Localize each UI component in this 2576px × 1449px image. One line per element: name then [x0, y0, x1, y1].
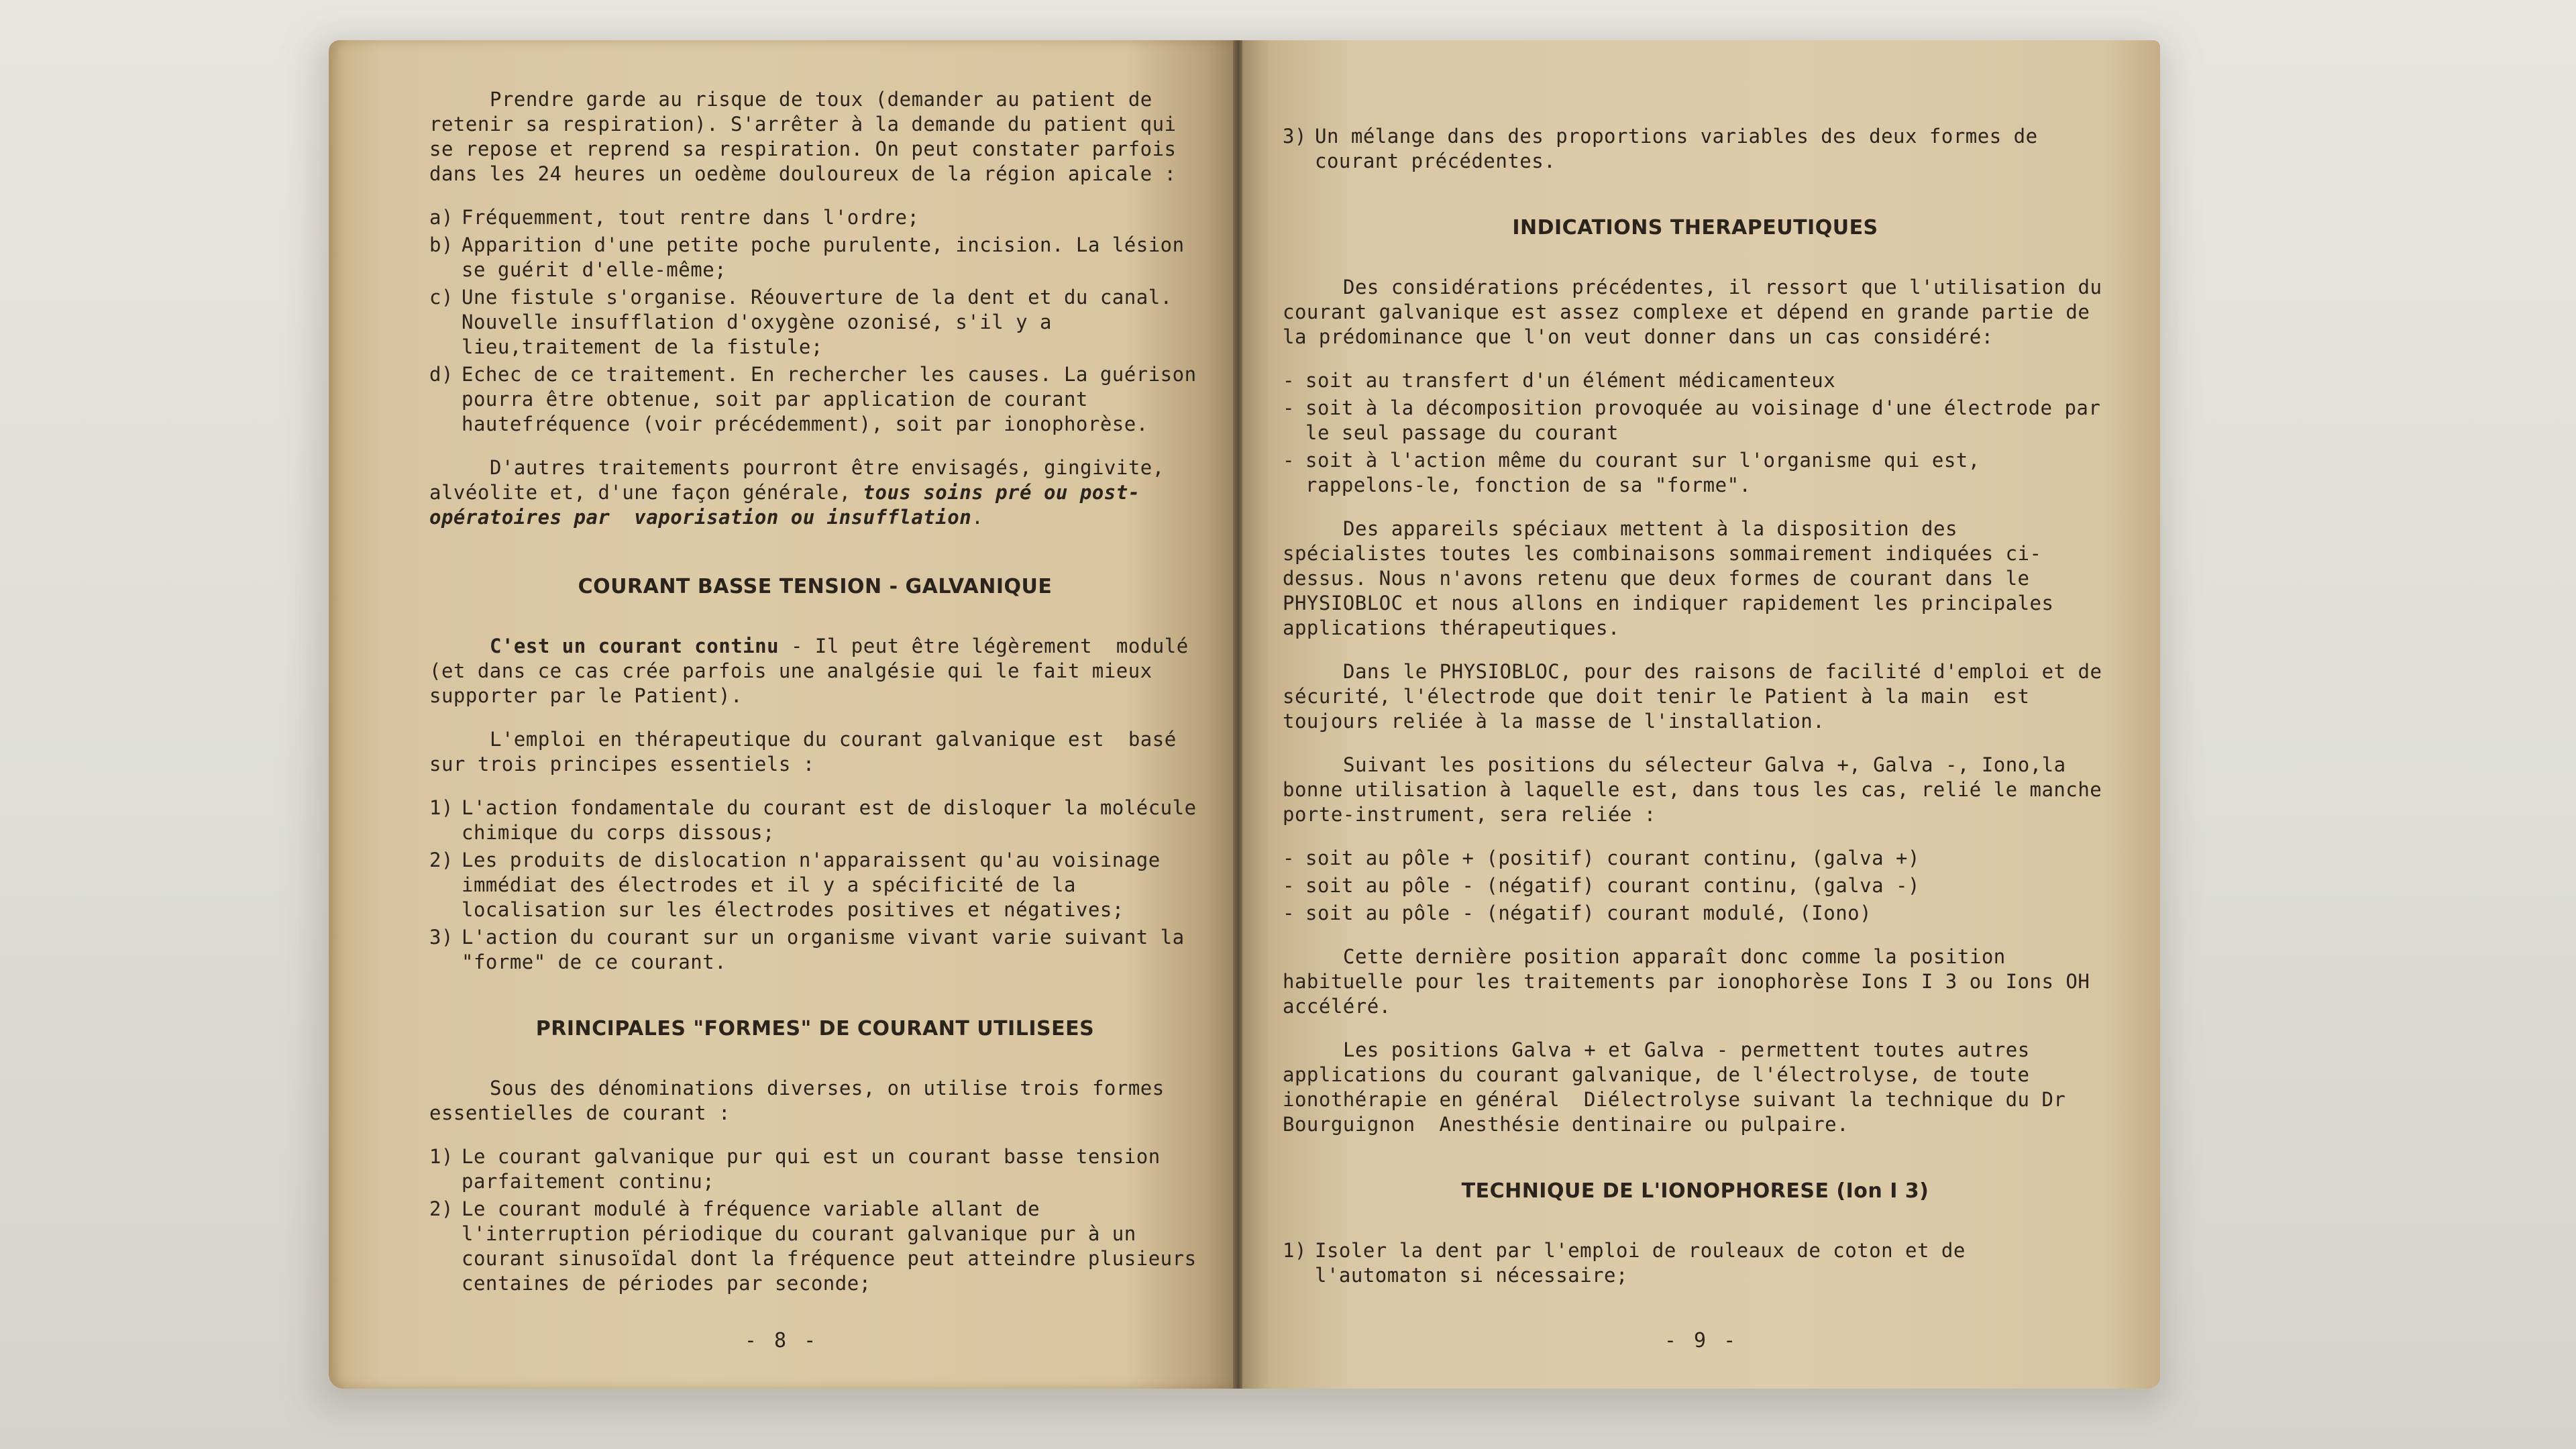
left-page: [329, 40, 1234, 1389]
list-item: [429, 233, 1201, 282]
list-text: soit au pôle - (négatif) courant continu, (galva -): [1305, 874, 1920, 897]
list-item: [429, 848, 1201, 922]
list-text: soit à la décomposition provoquée au voisinage d'une électrode par le seul passage du courant: [1305, 396, 2101, 444]
paragraph-text: - Il peut être légèrement modulé (et dans ce cas crée parfois une analgésie qui le fait mieux supporter par le Patient).: [429, 635, 1201, 707]
section-heading-galvanique: COURANT BASSE TENSION - GALVANIQUE: [578, 575, 1053, 598]
list-marker: d): [429, 363, 453, 386]
list-marker: 2): [429, 1197, 453, 1220]
paragraph-text: D'autres traitements pourront être envisagés, gingivite, alvéolite et, d'une façon générale,: [429, 456, 1177, 504]
list-item: [429, 925, 1201, 975]
open-booklet: [329, 40, 2160, 1395]
paragraph-autres-traitements: [429, 455, 1201, 530]
list-marker: -: [1283, 449, 1295, 472]
section-heading-indications: INDICATIONS THERAPEUTIQUES: [1512, 216, 1878, 239]
list-text: Une fistule s'organise. Réouverture de la dent et du canal. Nouvelle insufflation d'oxygène ozonisé, s'il y a lieu,traitement de la fistule;: [462, 286, 1173, 358]
right-page: [1242, 40, 2160, 1389]
list-text: L'action du courant sur un organisme vivant varie suivant la "forme" de ce courant.: [462, 926, 1185, 973]
list-predominance: [1283, 368, 2108, 498]
list-item: [1283, 846, 2108, 871]
list-marker: 3): [1283, 125, 1307, 148]
list-text: Echec de ce traitement. En rechercher les causes. La guérison pourra être obtenue, soit par application de courant hautefréquence (voir précédemment), soit par ionophorèse.: [462, 363, 1197, 435]
list-text: soit à l'action même du courant sur l'organisme qui est, rappelons-le, fonction de sa "forme".: [1305, 449, 1980, 496]
list-marker: 1): [429, 796, 453, 819]
list-marker: -: [1283, 369, 1295, 392]
list-principes: [429, 796, 1201, 975]
paragraph-selecteur: Suivant les positions du sélecteur Galva +, Galva -, Iono,la bonne utilisation à laquelle est, dans tous les cas, relié le manche porte-instrument, sera reliée :: [1283, 753, 2114, 826]
paragraph-text-end: .: [971, 506, 984, 529]
list-text: Isoler la dent par l'emploi de rouleaux de coton et de l'automaton si nécessaire;: [1315, 1239, 1966, 1287]
emphasis-text: tous soins pré ou post-opératoires par vaporisation ou insufflation: [429, 481, 1140, 529]
right-page-content: [1283, 124, 2114, 1307]
paragraph-physiobloc-securite: Dans le PHYSIOBLOC, pour des raisons de facilité d'emploi et de sécurité, l'électrode que doit tenir le Patient à la main est toujours reliée à la masse de l'installation.: [1283, 660, 2114, 733]
list-item: [429, 796, 1201, 845]
list-marker: c): [429, 286, 453, 309]
list-formes-continued: [1283, 124, 2108, 174]
list-item: [429, 285, 1201, 360]
list-item: [429, 362, 1201, 437]
list-text: L'action fondamentale du courant est de disloquer la molécule chimique du corps dissous;: [462, 796, 1197, 844]
list-text: Un mélange dans des proportions variables des deux formes de courant précédentes.: [1315, 125, 2038, 172]
list-item: [1283, 873, 2108, 898]
section-heading-ionophorese: TECHNIQUE DE L'IONOPHORESE (Ion I 3): [1461, 1179, 1929, 1203]
list-marker: -: [1283, 396, 1295, 419]
list-item: [1283, 368, 2108, 393]
list-marker: b): [429, 233, 453, 256]
list-item: [429, 1197, 1201, 1296]
list-item: [429, 205, 1201, 230]
list-marker: a): [429, 206, 453, 229]
list-text: Apparition d'une petite poche purulente, incision. La lésion se guérit d'elle-même;: [462, 233, 1185, 281]
list-text: soit au pôle - (négatif) courant modulé, (Iono): [1305, 902, 1872, 924]
list-outcomes: [429, 205, 1201, 437]
paragraph-risque-toux: Prendre garde au risque de toux (demander au patient de retenir sa respiration). S'arrêter à la demande du patient qui se repose et reprend sa respiration. On peut constater parfois dans les 24 heures un oedème douloureux de la région apicale :: [429, 88, 1189, 185]
list-text: Le courant galvanique pur qui est un courant basse tension parfaitement continu;: [462, 1145, 1161, 1193]
list-marker: 2): [429, 849, 453, 871]
paragraph-emploi-therapeutique: L'emploi en thérapeutique du courant galvanique est basé sur trois principes essentiels :: [429, 728, 1189, 775]
list-item: [1283, 448, 2108, 498]
list-text: soit au pôle + (positif) courant continu, (galva +): [1305, 847, 1920, 869]
paragraph-considerations: Des considérations précédentes, il ressort que l'utilisation du courant galvanique est assez complexe et dépend en grande partie de la prédominance que l'on veut donner dans un cas considéré:: [1283, 276, 2114, 348]
list-formes: [429, 1144, 1201, 1296]
paragraph-derniere-position: Cette dernière position apparaît donc comme la position habituelle pour les traitements par ionophorèse Ions I 3 ou Ions OH accéléré.: [1283, 945, 2102, 1018]
paragraph-positions-galva: Les positions Galva + et Galva - permettent toutes autres applications du courant galvanique, de l'électrolyse, de toute ionothérapie en général Diélectrolyse suivant la technique du Dr Bourguignon Anesthésie dentinaire ou pulpaire.: [1283, 1038, 2078, 1136]
page-number-right: - 9 -: [1664, 1329, 1739, 1352]
bold-lead-text: C'est un courant continu: [490, 635, 780, 657]
left-page-content: [429, 87, 1201, 1315]
list-item: [1283, 1238, 2108, 1288]
paragraph-appareils-speciaux: Des appareils spéciaux mettent à la disposition des spécialistes toutes les combinaisons sommairement indiquées ci-dessus. Nous n'avons retenu que deux formes de courant dans le PHYSIOBLOC et nous allons en indiquer rapidement les principales applications thérapeutiques.: [1283, 517, 2066, 639]
list-item: [429, 1144, 1201, 1194]
list-item: [1283, 901, 2108, 926]
list-text: Fréquemment, tout rentre dans l'ordre;: [462, 206, 920, 229]
paragraph-courant-continu: [429, 634, 1201, 708]
list-marker: -: [1283, 874, 1295, 897]
list-technique: [1283, 1238, 2108, 1288]
list-marker: -: [1283, 847, 1295, 869]
list-text: soit au transfert d'un élément médicamenteux: [1305, 369, 1836, 392]
list-marker: 3): [429, 926, 453, 949]
list-item: [1283, 124, 2108, 174]
list-marker: 1): [429, 1145, 453, 1168]
paragraph-denominations: Sous des dénominations diverses, on utilise trois formes essentielles de courant :: [429, 1077, 1177, 1124]
list-item: [1283, 396, 2108, 445]
list-marker: -: [1283, 902, 1295, 924]
section-heading-formes: PRINCIPALES "FORMES" DE COURANT UTILISEES: [535, 1017, 1095, 1040]
page-number-left: - 8 -: [744, 1329, 819, 1352]
list-marker: 1): [1283, 1239, 1307, 1262]
list-poles: [1283, 846, 2108, 926]
list-text: Les produits de dislocation n'apparaissent qu'au voisinage immédiat des électrodes et il y a spécificité de la localisation sur les électrodes positives et négatives;: [462, 849, 1161, 921]
list-text: Le courant modulé à fréquence variable allant de l'interruption périodique du courant galvanique pur à un courant sinusoïdal dont la fréquence peut atteindre plusieurs centaines de périodes par seconde;: [462, 1197, 1197, 1295]
